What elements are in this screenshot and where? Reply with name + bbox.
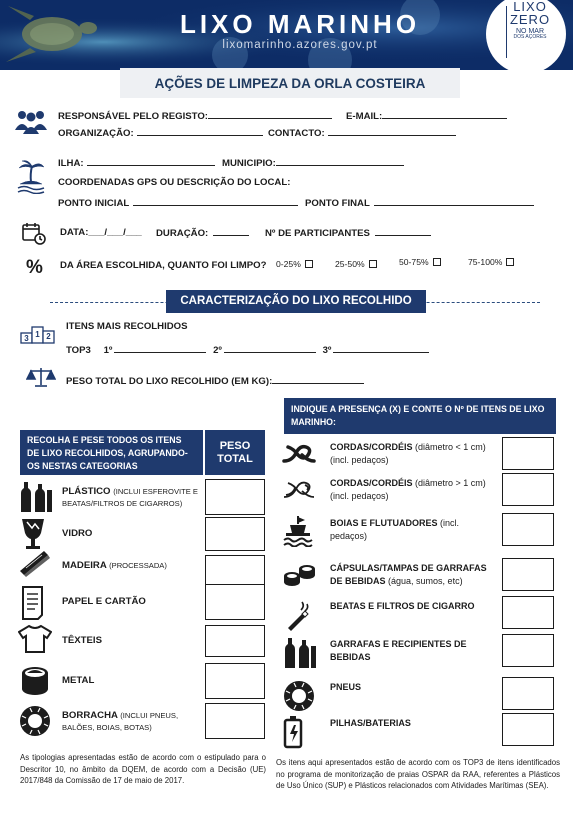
item-label: PILHAS/BATERIAS <box>330 718 411 728</box>
podium-1: 1 <box>35 330 40 339</box>
count-input-box[interactable] <box>502 596 554 629</box>
weight-input-box[interactable] <box>205 625 265 657</box>
tyre-icon <box>18 704 54 738</box>
category-label: PLÁSTICO (INCLUI ESFEROVITE E BEATAS/FILTROS DE CIGARROS) <box>62 486 198 508</box>
item-label: CÁPSULAS/TAMPAS DE GARRAFAS DE BEBIDAS (água, sumos, etc) <box>330 563 487 586</box>
logo-line-3: NO MAR <box>516 28 544 35</box>
item-label: CORDAS/CORDÉIS (diâmetro < 1 cm) (incl. pedaços) <box>330 442 486 465</box>
category-label: MADEIRA (PROCESSADA) <box>62 560 167 571</box>
option-50-75[interactable]: 50-75% <box>399 257 441 267</box>
area-question: DA ÁREA ESCOLHIDA, QUANTO FOI LIMPO? <box>60 260 267 271</box>
left-table-header: RECOLHA E PESE TODOS OS ITENS DE LIXO RECOLHIDOS, AGRUPANDO-OS NESTAS CATEGORIAS <box>20 430 203 475</box>
broken-glass-icon <box>18 517 54 551</box>
battery-icon <box>282 715 318 749</box>
checkbox-75-100[interactable] <box>506 258 514 266</box>
header-banner <box>0 0 573 70</box>
count-input-box[interactable] <box>502 677 554 710</box>
peso-total-field[interactable] <box>272 375 364 384</box>
checkbox-50-75[interactable] <box>433 258 441 266</box>
logo-line-1: LIXO <box>513 0 547 14</box>
left-footnote: As tipologias apresentadas estão de acordo com o estipulado para o Descritor 10, no âmbito da DQEM, de acordo com a Decisão (UE) 2017/848 da Comissão de 17 de maio de 2017. <box>20 753 266 785</box>
option-0-25[interactable]: 0-25% <box>276 259 313 269</box>
top3-first-field[interactable] <box>114 344 206 353</box>
top3-third-field[interactable] <box>333 344 429 353</box>
weight-input-box[interactable] <box>205 517 265 551</box>
count-input-box[interactable] <box>502 713 554 746</box>
duracao-label: DURAÇÃO: <box>156 227 249 239</box>
responsavel-field[interactable] <box>208 110 332 119</box>
wood-planks-icon <box>18 549 54 583</box>
weight-input-box[interactable] <box>205 584 265 620</box>
weight-input-box[interactable] <box>205 663 265 699</box>
item-label: BEATAS E FILTROS DE CIGARRO <box>330 601 475 611</box>
ilha-label: ILHA: <box>58 157 215 169</box>
logo-line-2: ZERO <box>509 12 551 27</box>
top3-row: TOP3 1º 2º 3º <box>66 344 429 356</box>
peso-header: PESO TOTAL <box>205 430 265 475</box>
page-title: AÇÕES DE LIMPEZA DA ORLA COSTEIRA <box>154 76 426 91</box>
count-input-box[interactable] <box>502 558 554 591</box>
count-input-box[interactable] <box>502 437 554 470</box>
tyre-icon <box>282 679 318 713</box>
weight-input-box[interactable] <box>205 479 265 515</box>
bottle-caps-icon <box>282 560 318 594</box>
count-input-box[interactable] <box>502 513 554 546</box>
buoy-icon <box>282 515 318 549</box>
category-label: TÊXTEIS <box>62 635 102 646</box>
data-field[interactable]: ___/___/___ <box>88 227 142 238</box>
ponto-final-field[interactable] <box>374 197 534 206</box>
item-label: BOIAS E FLUTUADORES (incl. pedaços) <box>330 518 460 541</box>
peso-total-label: PESO TOTAL DO LIXO RECOLHIDO (EM KG): <box>66 375 364 387</box>
category-label: PAPEL E CARTÃO <box>62 596 146 607</box>
responsavel-label: RESPONSÁVEL PELO REGISTO: <box>58 110 332 122</box>
top3-second-field[interactable] <box>224 344 316 353</box>
option-25-50[interactable]: 25-50% <box>335 259 377 269</box>
right-table-header: INDIQUE A PRESENÇA (X) E CONTE O Nº DE ITENS DE LIXO MARINHO: <box>284 398 556 434</box>
bottles-icon <box>18 480 54 514</box>
right-footnote: Os itens aqui apresentados estão de acordo com os TOP3 de itens identificados no programa de monitorização de praias OSPAR da RAA, referentes a Plásticos de Uso Único (SUP) e Plásticos relacionados com Atividades Marítimas (SEA). <box>276 758 560 790</box>
checkbox-25-50[interactable] <box>369 260 377 268</box>
item-label: CORDAS/CORDÉIS (diâmetro > 1 cm) (incl. pedaços) <box>330 478 486 501</box>
weight-input-box[interactable] <box>205 555 265 587</box>
bottles-icon <box>282 636 318 670</box>
data-label: DATA:___/___/___ <box>60 227 142 238</box>
count-input-box[interactable] <box>502 473 554 506</box>
tshirt-icon <box>18 624 54 658</box>
top3-title: ITENS MAIS RECOLHIDOS <box>66 321 188 332</box>
tin-can-icon <box>18 664 54 698</box>
section-title: CARACTERIZAÇÃO DO LIXO RECOLHIDO <box>166 290 426 313</box>
coordenadas-label: COORDENADAS GPS OU DESCRIÇÃO DO LOCAL: <box>58 177 291 188</box>
header-url[interactable]: lixomarinho.azores.gov.pt <box>222 39 378 51</box>
ponto-final-label: PONTO FINAL <box>305 197 534 209</box>
podium-icon <box>20 326 56 344</box>
municipio-field[interactable] <box>276 157 404 166</box>
header-title: LIXO MARINHO <box>179 9 421 39</box>
paper-icon <box>18 585 54 619</box>
scale-icon <box>26 366 56 388</box>
contacto-label: CONTACTO: <box>268 127 456 139</box>
podium-2: 2 <box>46 332 51 341</box>
option-75-100[interactable]: 75-100% <box>468 257 514 267</box>
percent-icon: % <box>26 257 43 278</box>
municipio-label: MUNICIPIO: <box>222 157 404 169</box>
contacto-field[interactable] <box>328 127 456 136</box>
rope-knot-icon <box>282 439 318 473</box>
weight-input-box[interactable] <box>205 703 265 739</box>
ponto-inicial-label: PONTO INICIAL <box>58 197 298 209</box>
podium-3: 3 <box>24 334 29 343</box>
ilha-field[interactable] <box>87 157 215 166</box>
lixo-zero-logo <box>486 0 566 70</box>
email-label: E-MAIL: <box>346 110 507 122</box>
duracao-field[interactable] <box>213 227 249 236</box>
count-input-box[interactable] <box>502 634 554 667</box>
island-palm-icon <box>16 160 46 194</box>
category-label: BORRACHA (INCLUI PNEUS, BALÕES, BOIAS, BOTAS) <box>62 710 179 732</box>
participantes-field[interactable] <box>375 227 431 236</box>
rope-icon <box>282 475 318 509</box>
people-icon <box>14 108 48 134</box>
participantes-label: Nº DE PARTICIPANTES <box>265 227 431 239</box>
organizacao-label: ORGANIZAÇÃO: <box>58 127 263 139</box>
organizacao-field[interactable] <box>137 127 263 136</box>
category-label: METAL <box>62 675 95 686</box>
email-field[interactable] <box>382 110 507 119</box>
ponto-inicial-field[interactable] <box>133 197 298 206</box>
item-label: GARRAFAS E RECIPIENTES DE BEBIDAS <box>330 639 467 662</box>
calendar-clock-icon <box>22 222 48 246</box>
category-label: VIDRO <box>62 528 93 539</box>
cigarette-icon <box>282 598 318 632</box>
logo-line-4: DOS AÇORES <box>513 34 547 40</box>
item-label: PNEUS <box>330 682 362 692</box>
checkbox-0-25[interactable] <box>305 260 313 268</box>
